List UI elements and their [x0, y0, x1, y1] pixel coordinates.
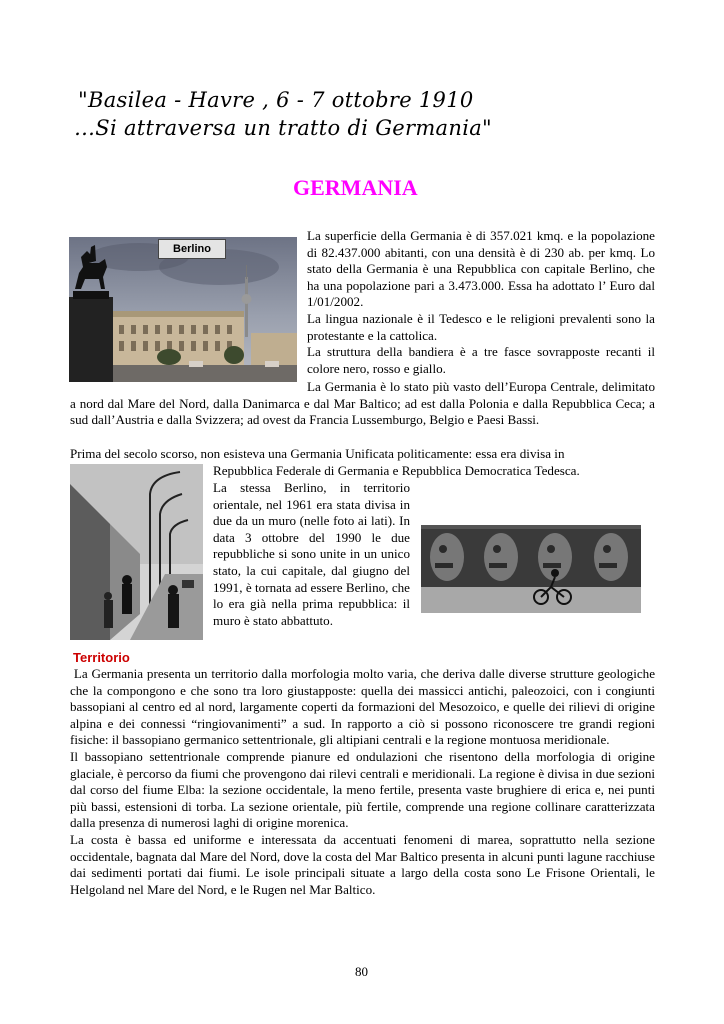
territorio-paragraph: La costa è bassa ed uniforme e interessata da accentuati fenomeni di marea, soprattutto nella sezione occidentale, bagnata dal Mare del Nord, dove la costa del Mar Baltico presenta in alcuni punti lagune racchiuse dai sedimenti portati dai fiumi. Le isole principali situate a largo della costa sono Le Frisone Orientali, le Helgoland nel Mare del Nord, e le Rugen nel Mar Baltico. [70, 831, 655, 897]
territorio-text [70, 666, 659, 898]
territorio-paragraph: La Germania presenta un territorio dalla morfologia molto varia, che deriva dalle diverse strutture geologiche che la compongono e che sono tra loro giustapposte: quella dei massicci antichi, paleozoici, con i congiunti bassopiani al centro ed al nord, largamente coperti da formazioni del Mesozoico, e quelle dei rilievi di origine alpina e dei connessi “ringiovanimenti” a sud. In rapporto a ciò si possono riconoscere tre grandi regioni fisiche: il bassopiano germanico settentrionale, gli altipiani centrali e la regione montuosa meridionale. [70, 666, 659, 748]
intro-paragraph: La struttura della bandiera è a tre fasce sovrapposte recanti il colore nero, rosso e giallo. [307, 344, 655, 376]
wall-photo-right [421, 525, 641, 613]
page-number: 80 [355, 964, 368, 979]
section-heading-territorio: Territorio [73, 650, 130, 665]
intro-paragraph: La lingua nazionale è il Tedesco e le religioni prevalenti sono la protestante e la cattolica. [307, 310, 655, 343]
history-paragraph-start: Prima del secolo scorso, non esisteva una Germania Unificata politicamente: essa era divisa in [70, 446, 565, 461]
history-paragraph-continued: Repubblica Federale di Germania e Repubblica Democratica Tedesca. [213, 463, 580, 478]
borders-paragraph: La Germania è lo stato più vasto dell’Europa Centrale, delimitato a nord dal Mare del Nord, dalla Danimarca e dal Mar Baltico; ad est dalla Polonia e dalla Repubblica Ceca; a sud dall’Austria e dalla Svizzera; ad ovest da Francia Lussemburgo, Belgio e Paesi Bassi. [70, 379, 655, 428]
territorio-paragraph: Il bassopiano settentrionale comprende pianure ed ondulazioni che risentono della morfologia di origine glaciale, è percorso da fiumi che provengono dai rilevi centrali e meridionali. La regione è divisa in due sezioni dal corso del fiume Elba: la sezione occidentale, la meno fertile, presenta vaste brughiere di erica e, nei punti più bassi, estensioni di torba. La sezione orientale, più fertile, comprende una regione collinare caratterizzata dalla presenza di numerosi laghi di origine morenica. [70, 748, 655, 831]
wall-paragraph: La stessa Berlino, in territorio orientale, nel 1961 era stata divisa in due da un muro (nelle foto ai lati). In data 3 ottobre del 1990 le due repubbliche si sono unite in un unico stato, la cui capitale, dal giugno del 1991, è tornata ad essere Berlino, che lo era già nella prima repubblica: il muro è stato abbattuto. [213, 480, 410, 628]
header-line-1: "Basilea - Havre , 6 - 7 ottobre 1910 [78, 88, 474, 112]
header-line-2: …Si attraversa un tratto di Germania" [74, 116, 492, 140]
berlin-photo-label: Berlino [158, 239, 226, 259]
intro-text [307, 228, 655, 377]
page-title: GERMANIA [293, 175, 418, 200]
wall-photo-left [70, 464, 203, 640]
intro-paragraph: La superficie della Germania è di 357.021 kmq. e la popolazione di 82.437.000 abitanti, con una densità è di 230 ab. per kmq. Lo stato della Germania è una Repubblica con capitale Berlino, che ha una popolazione pari a 3.473.000. Essa ha adottato l’ Euro dal 1/01/2002. [307, 228, 655, 310]
